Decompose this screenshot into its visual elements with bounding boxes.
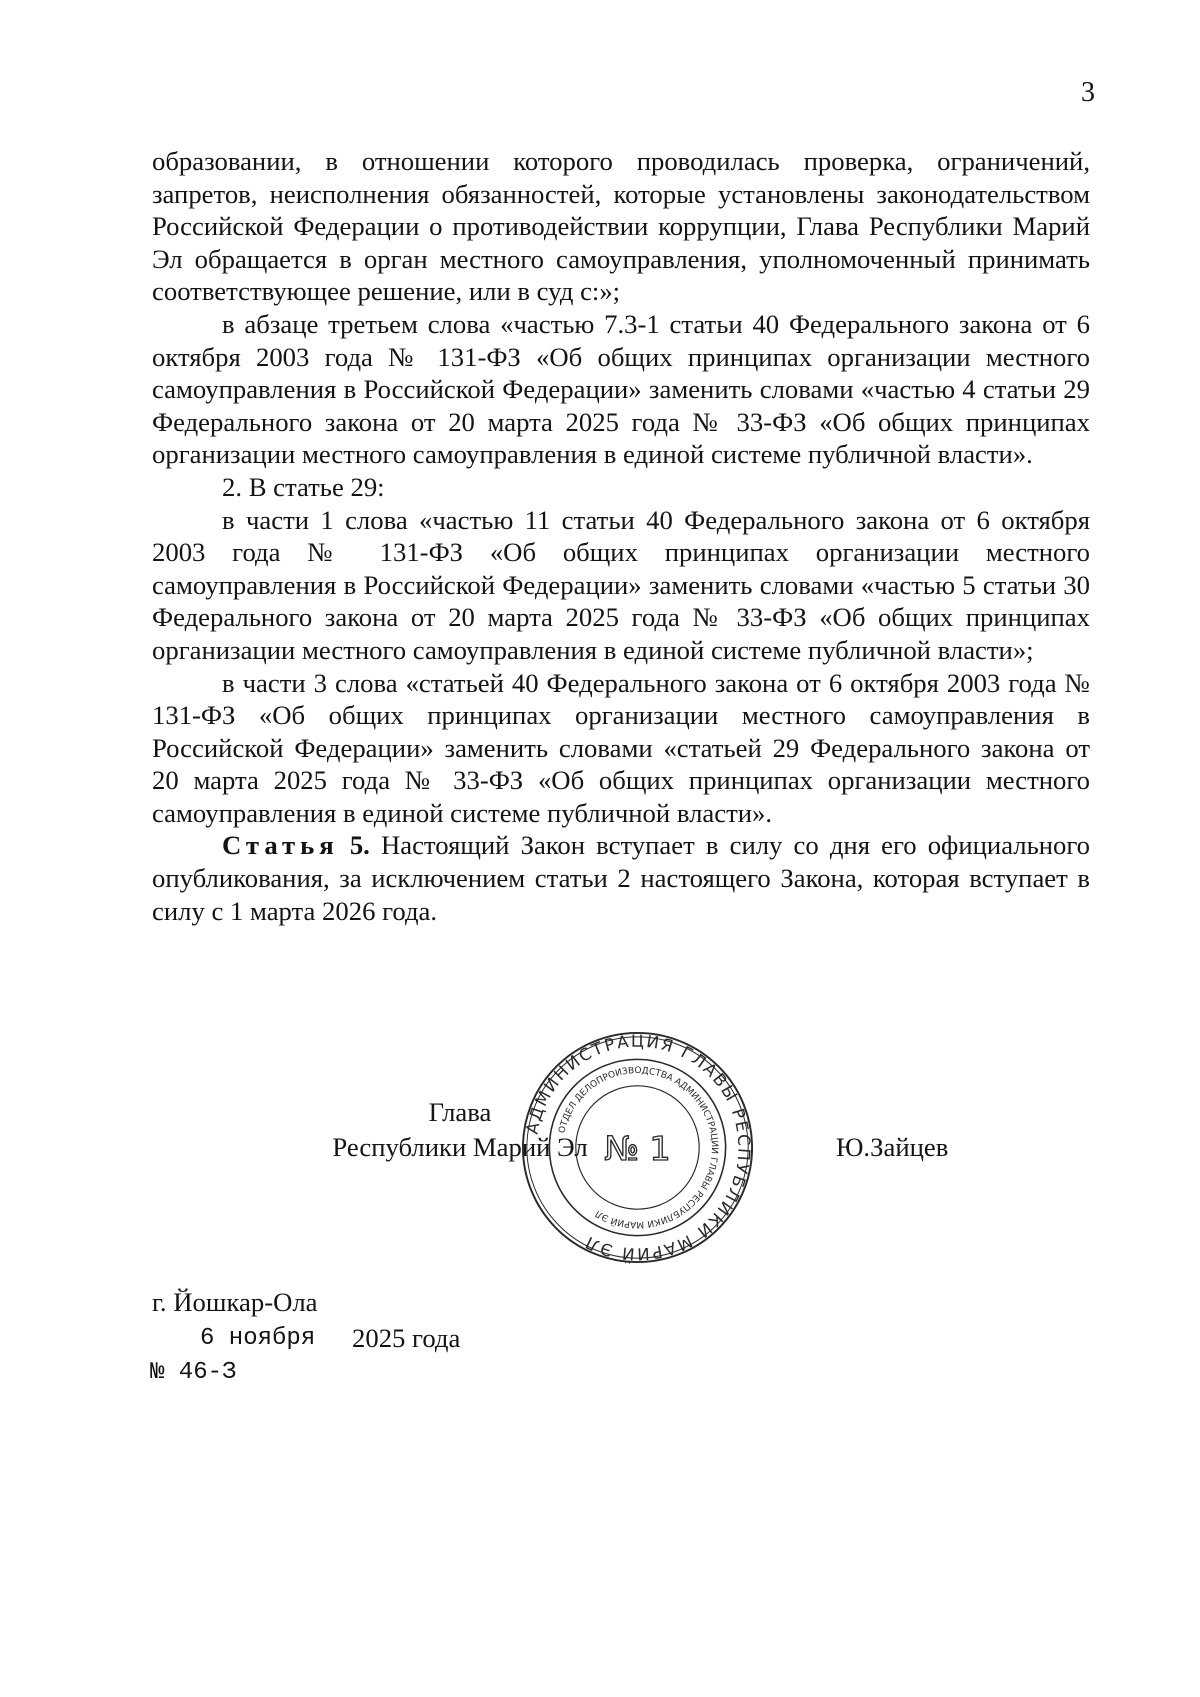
paragraph-article-29-heading: 2. В статье 29: <box>222 471 385 502</box>
signing-date-day: 6 ноября <box>200 1325 316 1352</box>
official-seal <box>520 1030 755 1265</box>
seal-center-number: № 1 <box>604 1129 671 1169</box>
article-5-paragraph <box>152 829 1090 927</box>
seal-inner-text: ОТДЕЛ ДЕЛОПРОИЗВОДСТВА АДМИНИСТРАЦИИ ГЛАВЫ РЕСПУБЛИКИ МАРИЙ ЭЛ <box>557 1066 719 1230</box>
place-of-signing: г. Йошкар-Ола <box>152 1287 318 1317</box>
article-5-text: Настоящий Закон вступает в силу со дня его официального опубликования, за исключением статьи 2 настоящего Закона, которая вступает в силу с 1 марта 2026 года. <box>152 830 1091 926</box>
paragraph-abzac-third: в абзаце третьем слова «частью 7.3-1 статьи 40 Федерального закона от 6 октября 2003 года № 131-ФЗ «Об общих принципах организации местного самоуправления в Российской Федерации» заменить словами «частью 4 статьи 29 Федерального закона от 20 марта 2025 года № 33-ФЗ «Об общих принципах организации местного самоуправления в единой системе публичной власти». <box>152 308 1090 470</box>
paragraph-part-3: в части 3 слова «статьей 40 Федерального закона от 6 октября 2003 года № 131-ФЗ «Об общих принципах организации местного самоуправления в Российской Федерации» заменить словами «статьей 29 Федерального закона от 20 марта 2025 года № 33-ФЗ «Об общих принципах организации местного самоуправления в единой системе публичной власти». <box>152 667 1090 828</box>
signatory-title-line1: Глава <box>428 1097 492 1127</box>
paragraph-part-1: в части 1 слова «частью 11 статьи 40 Федерального закона от 6 октября 2003 года № 131-ФЗ «Об общих принципах организации местного самоуправления в Российской Федерации» заменить словами «частью 5 статьи 30 Федерального закона от 20 марта 2025 года № 33-ФЗ «Об общих принципах организации местного самоуправления в единой системе публичной власти»; <box>152 504 1090 665</box>
paragraph-continuation: образовании, в отношении которого проводилась проверка, ограничений, запретов, неисполнения обязанностей, которые установлены законодательством Российской Федерации о противодействии коррупции, Глава Республики Марий Эл обращается в орган местного самоуправления, уполномоченный принимать соответствующее решение, или в суд с:»; <box>152 146 1090 307</box>
signatory-title-line2: Республики Марий Эл <box>332 1132 588 1162</box>
page-number: 3 <box>1081 77 1095 108</box>
article-5-label: Статья <box>222 830 339 861</box>
signing-date-year: 2025 года <box>352 1323 461 1353</box>
seal-outer-text: АДМИНИСТРАЦИЯ ГЛАВЫ РЕСПУБЛИКИ МАРИЙ ЭЛ <box>522 1031 754 1264</box>
article-5-number: 5. <box>349 830 370 861</box>
document-body <box>152 145 1090 927</box>
law-number: № 46-З <box>150 1359 237 1386</box>
signatory-name: Ю.Зайцев <box>836 1132 949 1162</box>
